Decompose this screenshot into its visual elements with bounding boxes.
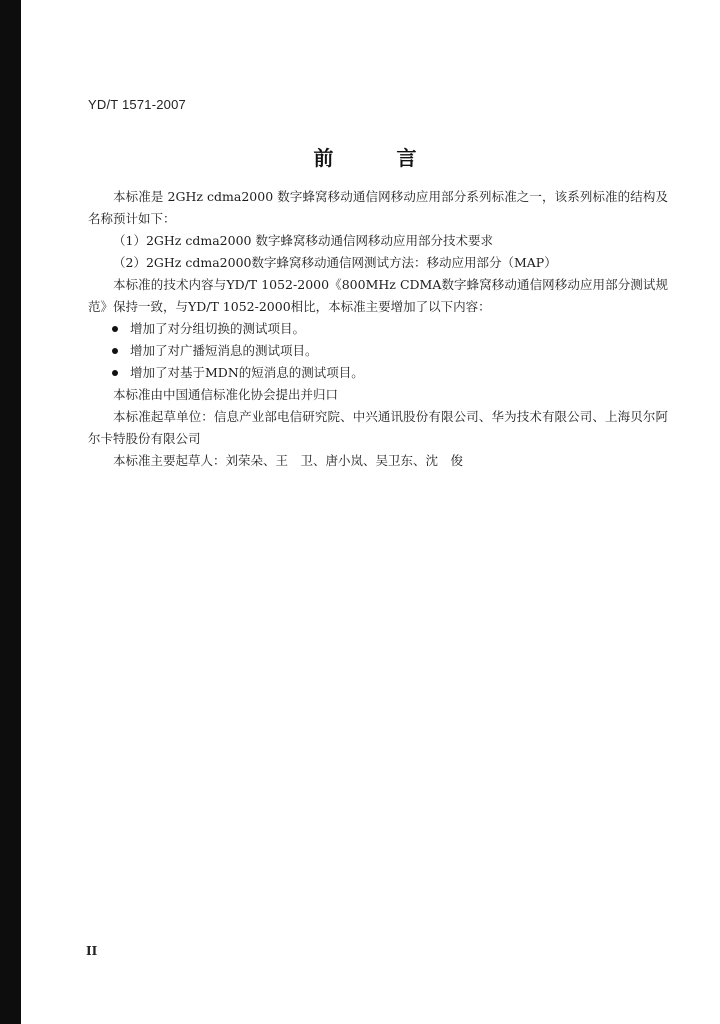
drafting-units-paragraph: 本标准起草单位：信息产业部电信研究院、中兴通讯股份有限公司、华为技术有限公司、上海贝尔阿尔卡特股份有限公司: [88, 409, 668, 446]
bullet-icon: [112, 326, 118, 332]
page-number: II: [86, 944, 98, 958]
series-item-1: （1）2GHz cdma2000 数字蜂窝移动通信网移动应用部分技术要求: [113, 233, 493, 248]
list-item-text: 增加了对基于MDN的短消息的测试项目。: [130, 365, 364, 380]
drafters-paragraph: 本标准主要起草人：刘荣朵、王 卫、唐小岚、吴卫东、沈 俊: [113, 453, 464, 468]
proposer-paragraph: 本标准由中国通信标准化协会提出并归口: [113, 387, 339, 402]
document-code: YD/T 1571-2007: [88, 97, 186, 112]
tech-content-paragraph: 本标准的技术内容与YD/T 1052-2000《800MHz CDMA数字蜂窝移动通信网移动应用部分测试规范》保持一致，与YD/T 1052-2000相比，本标准主要增加了以下内容：: [88, 277, 668, 314]
additions-list: [88, 318, 668, 384]
bullet-icon: [112, 348, 118, 354]
document-body: [88, 186, 668, 472]
list-item-text: 增加了对分组切换的测试项目。: [130, 321, 306, 336]
intro-paragraph: 本标准是 2GHz cdma2000 数字蜂窝移动通信网移动应用部分系列标准之一，该系列标准的结构及名称预计如下：: [88, 189, 668, 226]
list-item: [88, 318, 668, 340]
list-item-text: 增加了对广播短消息的测试项目。: [130, 343, 318, 358]
page-title: 前 言: [313, 146, 445, 170]
list-item: [88, 362, 668, 384]
bullet-icon: [112, 370, 118, 376]
series-item-2: （2）2GHz cdma2000数字蜂窝移动通信网测试方法：移动应用部分（MAP）: [113, 255, 557, 270]
list-item: [88, 340, 668, 362]
